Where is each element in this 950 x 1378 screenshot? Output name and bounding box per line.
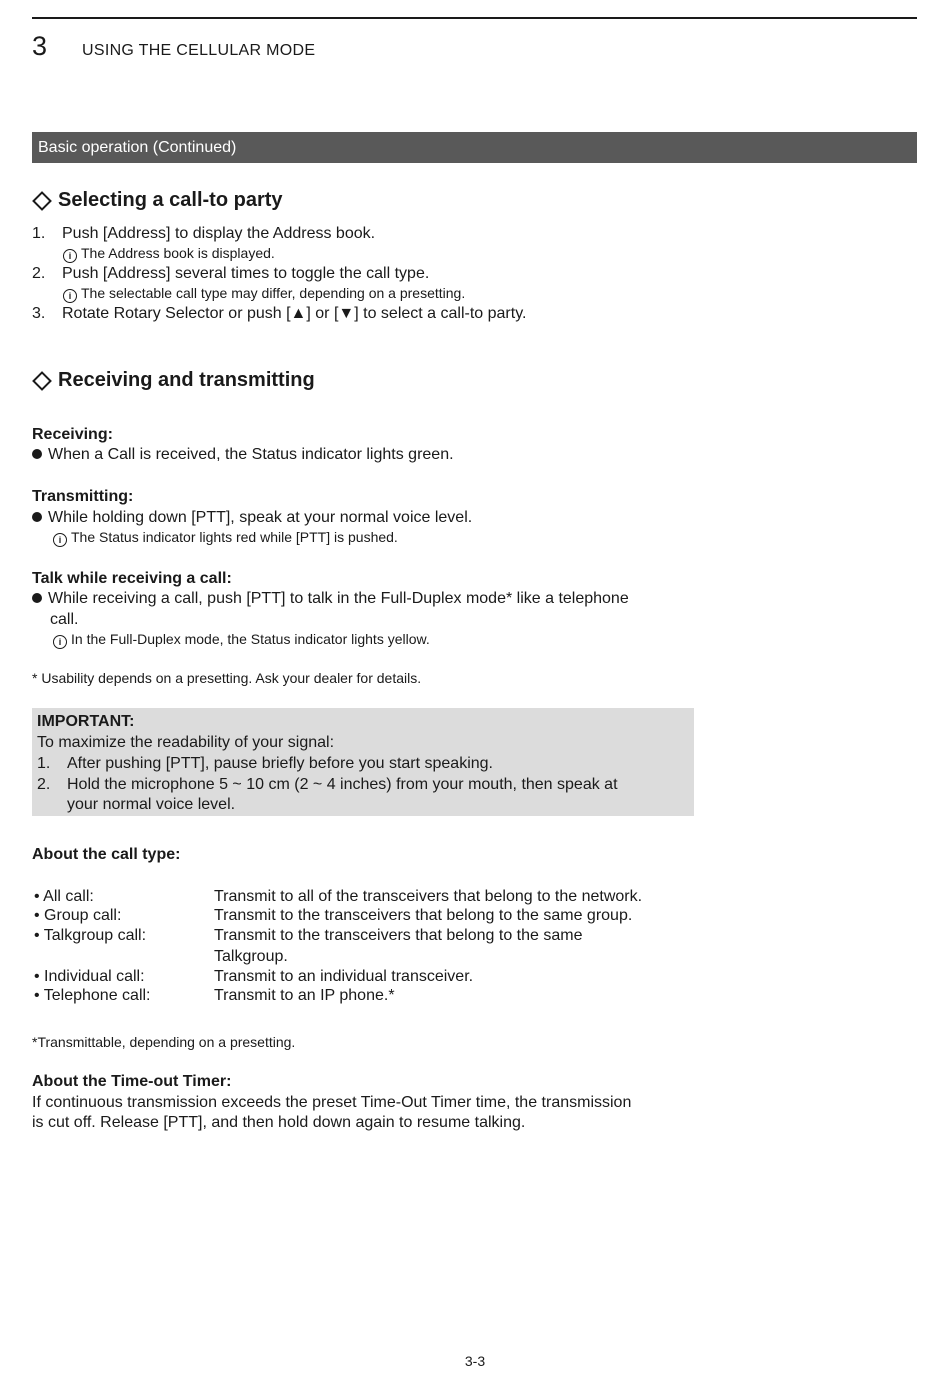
call-type-desc: Transmit to an individual transceiver. — [214, 968, 474, 985]
note-text: In the Full-Duplex mode, the Status indicator lights yellow. — [71, 631, 430, 647]
talk-bullet — [32, 590, 629, 608]
step-2 — [32, 265, 429, 283]
receiving-label: Receiving: — [32, 426, 113, 443]
page-number: 3-3 — [464, 1353, 486, 1369]
note-text: The selectable call type may differ, depending on a presetting. — [81, 285, 466, 301]
bullet-text: While receiving a call, push [PTT] to talk in the Full-Duplex mode* like a telephone — [48, 590, 629, 607]
step-text: Push [Address] several times to toggle the call type. — [62, 265, 430, 282]
transmitting-bullet — [32, 509, 472, 527]
section-bar — [32, 132, 917, 163]
selecting-heading — [32, 189, 283, 212]
note-text: The Status indicator lights red while [PTT] is pushed. — [71, 529, 398, 545]
call-type-heading: About the call type: — [32, 846, 181, 863]
transmitting-note — [53, 529, 398, 547]
bullet-text: While holding down [PTT], speak at your normal voice level. — [48, 509, 473, 526]
talk-label: Talk while receiving a call: — [32, 570, 232, 587]
call-type-label: • Talkgroup call: — [34, 927, 147, 944]
call-type-label: • Telephone call: — [34, 987, 151, 1004]
talk-note — [53, 631, 430, 649]
info-icon: i — [53, 533, 67, 547]
step-2-note — [63, 285, 465, 303]
bullet-text: When a Call is received, the Status indicator lights green. — [48, 446, 454, 463]
chapter-title: USING THE CELLULAR MODE — [82, 42, 316, 59]
transmittable-footnote: *Transmittable, depending on a presetting. — [32, 1034, 296, 1050]
step-number: 3. — [32, 305, 46, 322]
bullet-icon — [32, 449, 42, 459]
call-type-desc: Transmit to all of the transceivers that belong to the network. — [214, 888, 643, 905]
top-rule — [32, 17, 917, 19]
item-text: After pushing [PTT], pause briefly before you start speaking. — [67, 755, 493, 772]
diamond-icon — [32, 191, 52, 211]
transmitting-label: Transmitting: — [32, 488, 134, 505]
info-icon: i — [63, 249, 77, 263]
call-type-label: • Individual call: — [34, 968, 145, 985]
step-1-note — [63, 245, 275, 263]
step-text: Push [Address] to display the Address book. — [62, 225, 376, 242]
bullet-icon — [32, 593, 42, 603]
receiving-heading-text: Receiving and transmitting — [58, 369, 315, 391]
step-3 — [32, 305, 526, 323]
talk-bullet-cont: call. — [50, 611, 79, 628]
important-item-2-cont: your normal voice level. — [67, 796, 236, 813]
item-text: Hold the microphone 5 ~ 10 cm (2 ~ 4 inches) from your mouth, then speak at — [67, 776, 618, 793]
item-number: 2. — [37, 776, 51, 793]
step-1 — [32, 225, 375, 243]
timer-text-line-2: is cut off. Release [PTT], and then hold down again to resume talking. — [32, 1114, 526, 1131]
step-number: 2. — [32, 265, 46, 282]
item-number: 1. — [37, 755, 51, 772]
receiving-bullet — [32, 446, 454, 464]
important-item-2 — [37, 776, 618, 794]
step-number: 1. — [32, 225, 46, 242]
selecting-heading-text: Selecting a call-to party — [58, 189, 283, 211]
diamond-icon — [32, 371, 52, 391]
section-bar-label: Basic operation (Continued) — [38, 139, 237, 156]
info-icon: i — [63, 289, 77, 303]
important-item-1 — [37, 755, 493, 773]
important-box — [32, 708, 694, 816]
bullet-icon — [32, 512, 42, 522]
call-type-desc-cont: Talkgroup. — [214, 948, 288, 965]
timer-text-line-1: If continuous transmission exceeds the preset Time-Out Timer time, the transmission — [32, 1094, 632, 1111]
note-text: The Address book is displayed. — [81, 245, 275, 261]
call-type-desc: Transmit to the transceivers that belong to the same group. — [214, 907, 633, 924]
call-type-desc: Transmit to the transceivers that belong to the same — [214, 927, 583, 944]
info-icon: i — [53, 635, 67, 649]
timer-heading: About the Time-out Timer: — [32, 1073, 232, 1090]
step-text: Rotate Rotary Selector or push [▲] or [▼] to select a call-to party. — [62, 305, 527, 322]
important-intro: To maximize the readability of your signal: — [37, 734, 335, 751]
usability-footnote: * Usability depends on a presetting. Ask your dealer for details. — [32, 670, 422, 686]
receiving-heading — [32, 369, 315, 392]
call-type-label: • All call: — [34, 888, 94, 905]
chapter-number: 3 — [32, 31, 48, 61]
call-type-desc: Transmit to an IP phone.* — [214, 987, 395, 1004]
call-type-label: • Group call: — [34, 907, 122, 924]
important-title: IMPORTANT: — [37, 713, 135, 730]
